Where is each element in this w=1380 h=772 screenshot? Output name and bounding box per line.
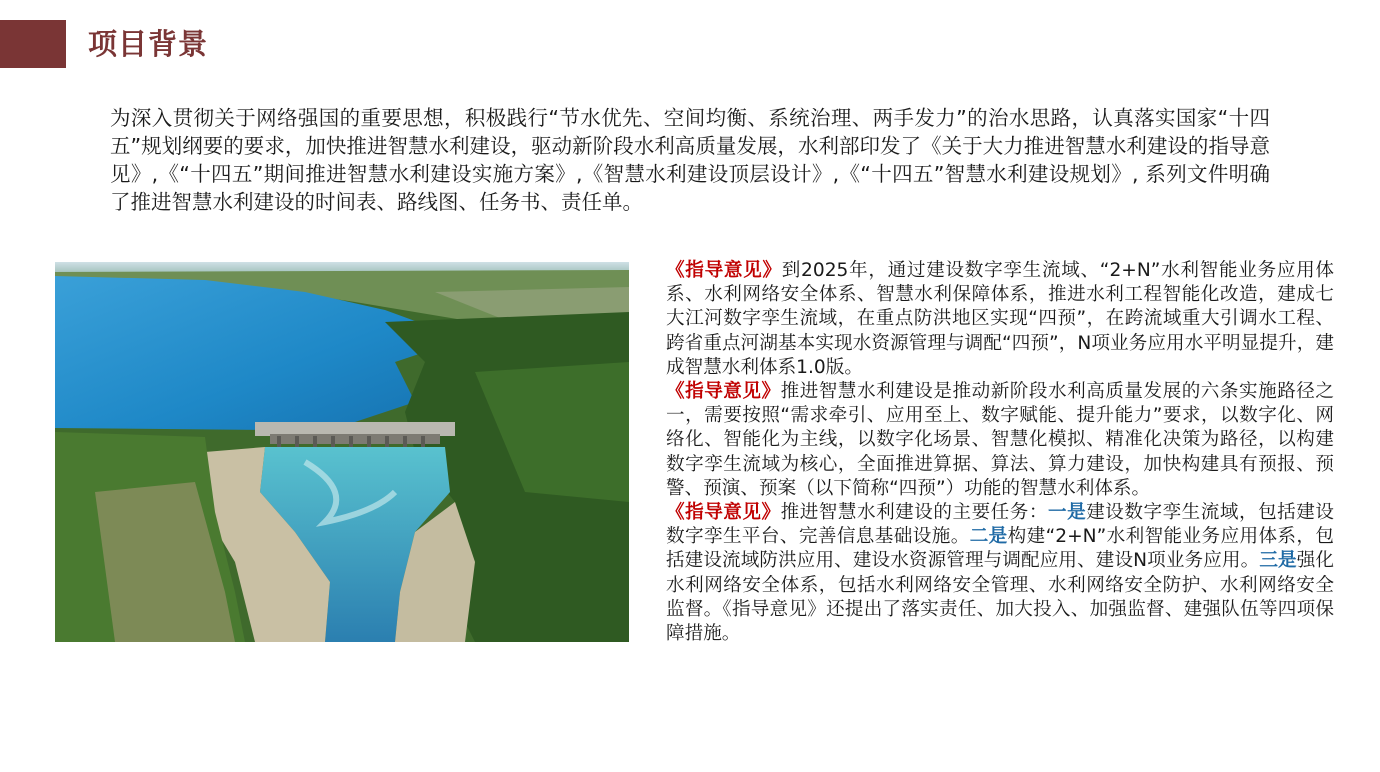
page-title: 项目背景 bbox=[88, 27, 209, 61]
guidance-body: 到2025年，通过建设数字孪生流域、“2+N”水利智能业务应用体系、水利网络安全体系、智慧水利保障体系，推进水利工程智能化改造，建成七大江河数字孪生流域，在重点防洪地区实现“四预”，在跨流域重大引调水工程、跨省重点河湖基本实现水资源管理与调配“四预”，N项业务应用水平明显提升，建成智慧水利体系1.0版。 bbox=[666, 260, 1334, 378]
task-text-3: 强化水利网络安全体系，包括水利网络安全管理、水利网络安全防护、水利网络安全监督。《指导意见》还提出了落实责任、加大投入、加强监督、建强队伍等四项保障措施。 bbox=[666, 550, 1334, 645]
guidance-tag: 《指导意见》 bbox=[666, 260, 782, 281]
task-text-1: 建设数字孪生流域，包括建设数字孪生平台、完善信息基础设施。 bbox=[666, 502, 1334, 548]
guidance-paragraph-2 bbox=[666, 380, 1334, 501]
guidance-lead: 推进智慧水利建设的主要任务： bbox=[780, 502, 1048, 524]
title-accent-block bbox=[0, 20, 66, 68]
task-text-2: 构建“2+N”水利智能业务应用体系，包括建设流域防洪应用、建设水资源管理与调配应用、建设N项业务应用。 bbox=[666, 526, 1334, 572]
guidance-paragraph-1 bbox=[666, 259, 1334, 380]
guidance-text bbox=[666, 259, 1334, 646]
guidance-tag: 《指导意见》 bbox=[666, 381, 781, 403]
guidance-tag: 《指导意见》 bbox=[666, 502, 781, 524]
task-marker-3: 三是 bbox=[1259, 550, 1297, 572]
task-marker-2: 二是 bbox=[969, 526, 1008, 548]
task-marker-1: 一是 bbox=[1047, 502, 1087, 524]
guidance-paragraph-3 bbox=[666, 501, 1334, 646]
intro-paragraph: 为深入贯彻关于网络强国的重要思想，积极践行“节水优先、空间均衡、系统治理、两手发力”的治水思路，认真落实国家“十四五”规划纲要的要求，加快推进智慧水利建设，驱动新阶段水利高质量发展，水利部印发了《关于大力推进智慧水利建设的指导意见》,《“十四五”期间推进智慧水利建设实施方案》,《智慧水利建设顶层设计》,《“十四五”智慧水利建设规划》, 系列文件明确了推进智慧水利建设的时间表、路线图、任务书、责任单。 bbox=[110, 106, 1270, 214]
guidance-body: 推进智慧水利建设是推动新阶段水利高质量发展的六条实施路径之一，需要按照“需求牵引、应用至上、数字赋能、提升能力”要求，以数字化、网络化、智能化为主线，以数字化场景、智慧化模拟、精准化决策为路径，以构建数字孪生流域为核心，全面推进算据、算法、算力建设，加快构建具有预报、预警、预演、预案（以下简称“四预”）功能的智慧水利体系。 bbox=[666, 381, 1334, 499]
dam-photo bbox=[55, 262, 629, 642]
